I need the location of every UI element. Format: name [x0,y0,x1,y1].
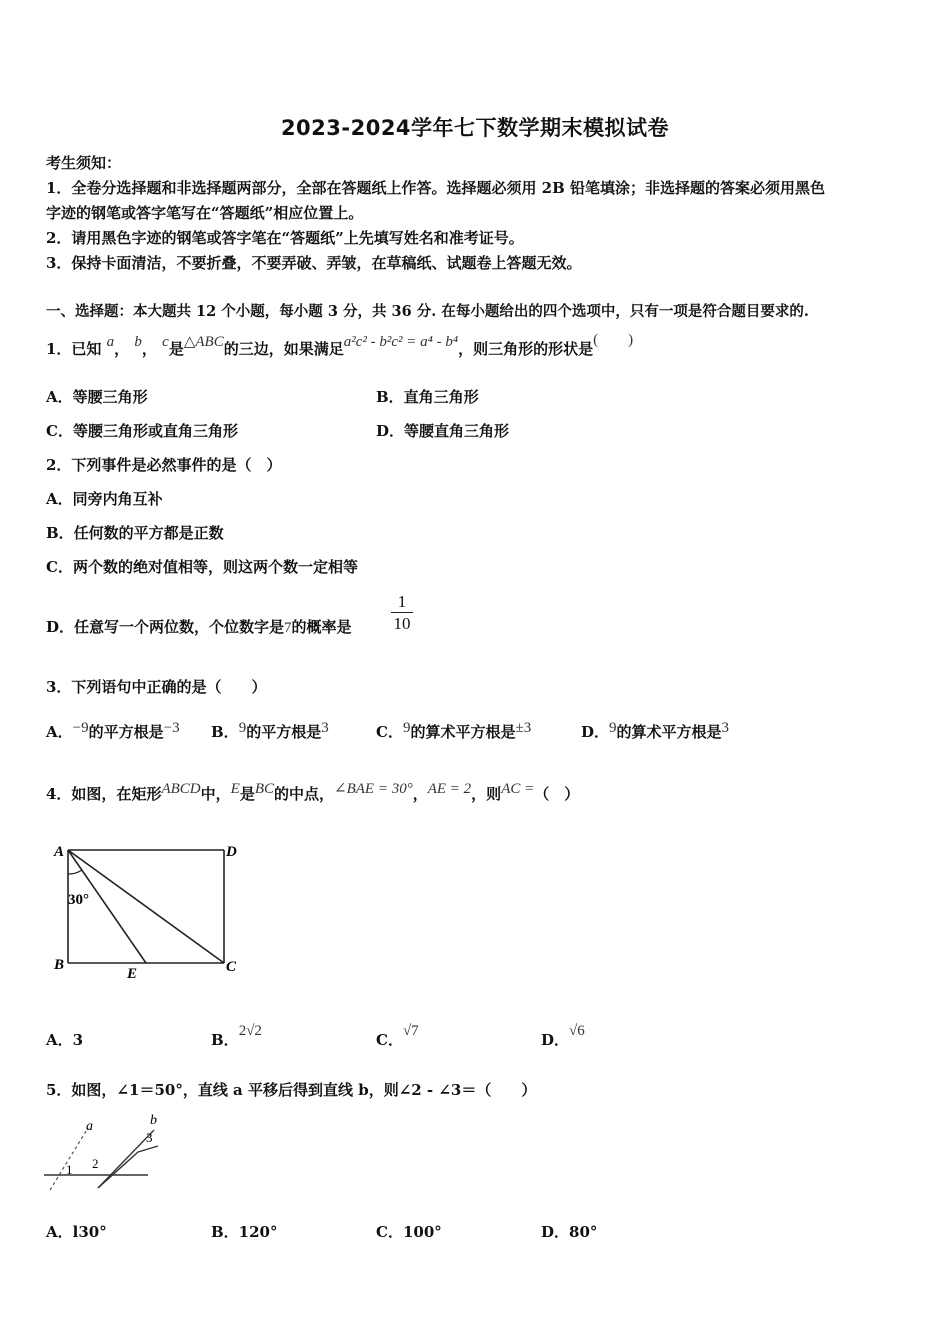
q1-triangle: △ABC [183,334,224,350]
q2-d-mid: 的概率是 [291,618,352,636]
q4-segment-bc: BC [254,781,274,797]
q3-option-d [581,721,729,744]
label-2: 2 [92,1156,99,1171]
notice-line-1a: 1．全卷分选择题和非选择题两部分，全部在答题纸上作答。选择题必须用 2B 铅笔填涂；非选择题的答案必须用黑色 [46,179,826,197]
q4-text-5: ，则 [471,785,502,803]
q4-rect-name: ABCD [161,781,201,797]
q2-d-number: 7 [284,620,292,636]
q4-ac-expression: AC = [501,781,535,797]
q4-option-b [211,1023,262,1052]
q4-text-2: 是 [239,785,255,803]
q3-c-value: ±3 [515,720,532,736]
q5-parallel-lines-figure [42,1108,162,1196]
label-e: E [127,966,138,982]
q3-a-label: A． [46,723,73,741]
notice-line-1b: 字迹的钢笔或答字笔写在“答题纸”相应位置上。 [46,204,364,222]
notice-heading: 考生须知： [46,154,122,172]
q3-a-number: −9 [72,720,89,736]
q2-d-prefix: D．任意写一个两位数，个位数字是 [46,618,285,636]
q1-option-b: B．直角三角形 [376,388,479,406]
line-a [50,1128,88,1190]
q1-var-b: b [134,334,142,350]
q4-d-value: √6 [569,1023,585,1039]
q4-option-d [541,1023,585,1052]
q4-angle-bae: ∠BAE = 30° [334,781,413,797]
q4-c-label: C． [376,1031,403,1049]
q2-d-fraction-numerator: 1 [397,592,407,611]
label-a: A [54,844,65,860]
angle-arc [68,870,82,874]
q1-comma-1: ， [114,340,130,358]
q2-option-d [46,616,352,639]
q4-ae-length: AE = 2 [427,781,472,797]
q3-a-value: −3 [163,720,180,736]
q1-mid: 的三边，如果满足 [223,340,344,358]
q3-b-label: B． [211,723,239,741]
q1-option-c: C．等腰三角形或直角三角形 [46,422,238,440]
q3-stem: 3．下列语句中正确的是（ ） [46,678,267,696]
segment-ac [68,850,224,963]
label-a: a [86,1119,93,1134]
q1-option-a: A．等腰三角形 [46,388,148,406]
q3-b-text: 的平方根是 [246,723,322,741]
q3-b-number: 9 [238,720,247,736]
notice-line-2: 2．请用黑色字迹的钢笔或答字笔在“答题纸”上先填写姓名和准考证号。 [46,229,524,247]
q3-c-number: 9 [402,720,411,736]
notice-line-3: 3．保持卡面清洁，不要折叠，不要弄破、弄皱，在草稿纸、试题卷上答题无效。 [46,254,582,272]
label-1: 1 [66,1162,73,1177]
q4-rectangle-figure [48,836,248,984]
q1-comma-2: ， [141,340,157,358]
q2-d-fraction-denominator: 10 [393,614,411,633]
q1-var-c: c [162,334,169,350]
q5-stem: 5．如图，∠1＝50°，直线 a 平移后得到直线 b，则∠2 - ∠3＝（ ） [46,1081,537,1099]
q3-option-c [376,721,531,744]
q4-text-4: ， [412,785,428,803]
q1-option-d: D．等腰直角三角形 [376,422,510,440]
label-3: 3 [146,1130,153,1145]
q3-c-text: 的算术平方根是 [410,723,516,741]
q1-suffix: ，则三角形的形状是 [458,340,594,358]
q5-option-b: B．120° [211,1223,278,1241]
q2-d-fraction [391,592,413,635]
section-heading: 一、选择题：本大题共 12 个小题，每小题 3 分，共 36 分. 在每小题给出的四个选项中，只有一项是符合题目要求的. [46,303,809,320]
q3-b-value: 3 [321,720,329,736]
q4-d-label: D． [541,1031,570,1049]
q1-stem [46,332,634,361]
q4-text-3: 的中点， [274,785,335,803]
q4-b-value: 2√2 [238,1023,262,1039]
q2-option-c: C．两个数的绝对值相等，则这两个数一定相等 [46,558,358,576]
q4-point-e: E [230,781,240,797]
q4-text-1: 中， [200,785,231,803]
q5-option-d: D．80° [541,1223,598,1241]
q1-is: 是 [168,340,184,358]
q5-option-c: C．100° [376,1223,442,1241]
q3-d-value: 3 [721,720,730,736]
q3-c-label: C． [376,723,403,741]
label-angle: 30° [68,892,89,908]
q3-d-text: 的算术平方根是 [616,723,722,741]
q4-b-label: B． [211,1031,239,1049]
q2-option-b: B．任何数的平方都是正数 [46,524,224,542]
q1-paren: ( ) [593,332,634,348]
page-title: 2023-2024学年七下数学期末模拟试卷 [280,116,670,140]
q4-stem [46,783,579,806]
q3-a-text: 的平方根是 [88,723,164,741]
q4-paren: （ ） [534,785,580,803]
label-d: D [226,844,237,860]
bent-line [98,1146,158,1188]
q1-var-a: a [106,334,115,350]
q2-option-a: A．同旁内角互补 [46,490,163,508]
q1-prefix: 1．已知 [46,340,102,358]
q5-option-a: A．l30° [46,1223,107,1241]
q3-d-number: 9 [609,720,617,736]
q4-option-c [376,1023,419,1052]
q4-c-value: √7 [402,1023,419,1039]
q3-d-label: D． [581,723,610,741]
label-b: B [54,957,65,973]
q1-equation: a²c² - b²c² = a⁴ - b⁴ [343,334,459,350]
label-c: C [226,959,237,975]
q2-stem: 2．下列事件是必然事件的是（ ） [46,456,282,474]
q3-option-a [46,721,180,744]
q4-option-a: A．3 [46,1031,84,1049]
q4-prefix: 4．如图，在矩形 [46,785,162,803]
label-b: b [150,1113,157,1128]
q3-option-b [211,721,329,744]
